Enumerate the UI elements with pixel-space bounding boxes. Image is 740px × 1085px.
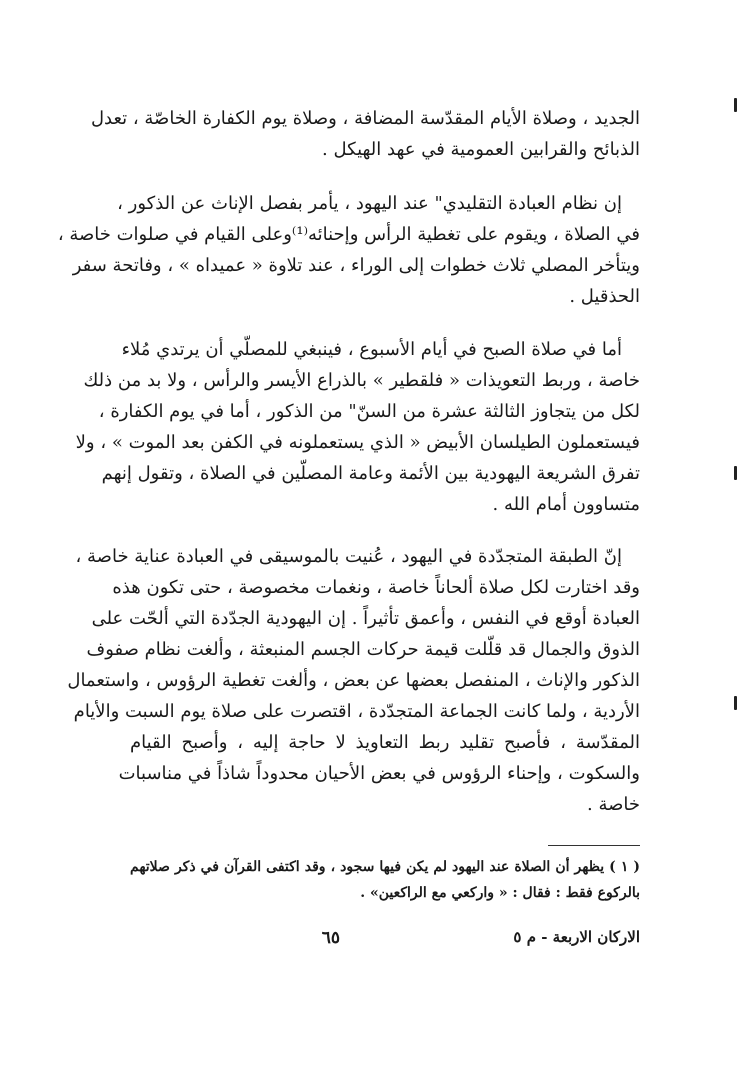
page-number: ٦٥: [321, 928, 340, 948]
text-line: والسكوت ، وإحناء الرؤوس في بعض الأحيان محدوداً شاذاً في مناسبات: [118, 763, 640, 784]
text-line: العبادة أوقع في النفس ، وأعمق تأثيراً . إن اليهودية الجدّدة التي ألحّت على: [91, 608, 640, 629]
page-footer: [130, 928, 640, 952]
text-line: الحذقيل .: [569, 286, 640, 307]
text-line: أما في صلاة الصبح في أيام الأسبوع ، فينبغي للمصلّي أن يرتدي مُلاء: [121, 339, 622, 360]
text-line: إن نظام العبادة التقليدي" عند اليهود ، يأمر بفصل الإناث عن الذكور ،: [117, 193, 622, 214]
text-line: متساوون أمام الله .: [492, 494, 640, 515]
footnote: [130, 856, 640, 908]
text-line: الجديد ، وصلاة الأيام المقدّسة المضافة ، وصلاة يوم الكفارة الخاصّة ، تعدل: [90, 108, 640, 129]
text-line: الذبائح والقرابين العمومية في عهد الهيكل .: [322, 139, 640, 160]
text-line: وقد اختارت لكل صلاة ألحاناً خاصة ، ونغمات مخصوصة ، حتى تكون هذه: [112, 577, 640, 598]
margin-mark: [734, 98, 737, 112]
paragraph-morning-prayer: [75, 337, 640, 523]
paragraph-traditional-worship: [57, 191, 640, 315]
text-line: فيستعملون الطيلسان الأبيض « الذي يستعملونه في الكفن بعد الموت » ، ولا: [75, 432, 640, 453]
text-line: في الصلاة ، ويقوم على تغطية الرأس وإحنائه⁽¹⁾وعلى القيام في صلوات خاصة ،: [57, 224, 640, 245]
text-line: تفرق الشريعة اليهودية بين الأئمة وعامة المصلّين في الصلاة ، وتقول إنهم: [101, 463, 640, 484]
text-line: ويتأخر المصلي ثلاث خطوات إلى الوراء ، عند تلاوة « عميداه » ، وفاتحة سفر: [72, 255, 640, 276]
text-line: لكل من يتجاوز الثالثة عشرة من السنّ" من الذكور ، أما في يوم الكفارة ،: [98, 401, 640, 422]
footer-section-title: الاركان الاربعة - م ٥: [513, 928, 640, 946]
footnote-line: ( ١ ) يظهر أن الصلاة عند اليهود لم يكن فيها سجود ، وقد اكتفى القرآن في ذكر صلاتهم: [130, 859, 641, 875]
text-line: خاصة .: [587, 794, 640, 815]
margin-mark: [734, 466, 737, 480]
paragraph-continuation: [90, 106, 640, 168]
margin-mark: [734, 696, 737, 710]
text-line: المقدّسة ، فأصبح تقليد ربط التعاويذ لا حاجة إليه ، وأصبح القيام: [130, 732, 640, 753]
text-line: الأردية ، ولما كانت الجماعة المتجدّدة ، اقتصرت على صلاة يوم السبت والأيام: [73, 701, 640, 722]
text-line: خاصة ، وربط التعويذات « فلقطير » بالذراع الأيسر والرأس ، ولا بد من ذلك: [83, 370, 640, 391]
text-line: الذكور والإناث ، المنفصل بعضها عن بعض ، وألغت تغطية الرؤوس ، واستعمال: [67, 670, 640, 691]
paragraph-reform-judaism: [67, 544, 640, 823]
text-line: إنّ الطبقة المتجدّدة في اليهود ، عُنيت بالموسيقى في العبادة عناية خاصة ،: [75, 546, 622, 567]
footnote-line: بالركوع فقط : فقال : « واركعي مع الراكعين» .: [360, 885, 640, 901]
text-line: الذوق والجمال قد قلّلت قيمة حركات الجسم المنبعثة ، وألغت نظام صفوف: [86, 639, 640, 660]
footnote-divider: [548, 845, 640, 846]
